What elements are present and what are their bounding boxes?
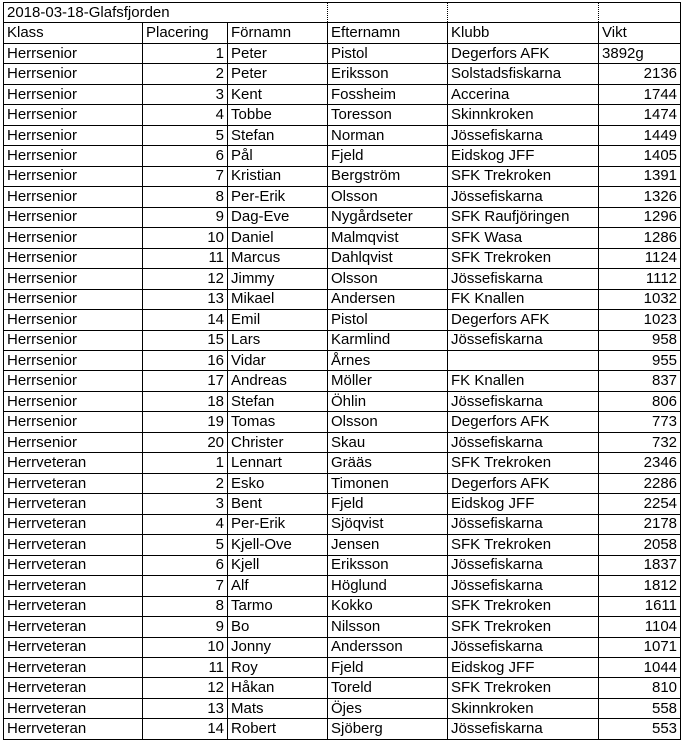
table-row [4,678,681,698]
placering-cell: 3 [143,84,228,104]
header-efternamn: Efternamn [328,23,448,43]
fornamn-cell: Kent [228,84,328,104]
header-placering: Placering [143,23,228,43]
efternamn-cell: Malmqvist [328,228,448,248]
fornamn-cell: Stefan [228,125,328,145]
vikt-cell: 3892g [599,43,681,63]
vikt-cell: 1286 [599,228,681,248]
placering-cell: 5 [143,125,228,145]
table-row [4,269,681,289]
vikt-cell: 1032 [599,289,681,309]
header-klubb: Klubb [448,23,599,43]
efternamn-cell: Fjeld [328,658,448,678]
klass-cell: Herrsenior [4,105,143,125]
vikt-cell: 1044 [599,658,681,678]
fornamn-cell: Emil [228,310,328,330]
efternamn-cell: Toresson [328,105,448,125]
placering-cell: 15 [143,330,228,350]
klass-cell: Herrsenior [4,412,143,432]
klass-cell: Herrveteran [4,494,143,514]
vikt-cell: 1391 [599,166,681,186]
klass-cell: Herrveteran [4,658,143,678]
efternamn-cell: Karmlind [328,330,448,350]
fornamn-cell: Bent [228,494,328,514]
table-row [4,412,681,432]
klass-cell: Herrveteran [4,576,143,596]
vikt-cell: 1837 [599,555,681,575]
klubb-cell: Jössefiskarna [448,576,599,596]
fornamn-cell: Pål [228,146,328,166]
klass-cell: Herrsenior [4,64,143,84]
klubb-cell: Degerfors AFK [448,473,599,493]
efternamn-cell: Öhlin [328,391,448,411]
fornamn-cell: Robert [228,719,328,739]
klass-cell: Herrsenior [4,166,143,186]
efternamn-cell: Sjöqvist [328,514,448,534]
table-row [4,371,681,391]
klass-cell: Herrveteran [4,617,143,637]
table-row [4,248,681,268]
placering-cell: 7 [143,166,228,186]
efternamn-cell: Norman [328,125,448,145]
placering-cell: 6 [143,146,228,166]
klubb-cell: SFK Trekroken [448,678,599,698]
klubb-cell: Degerfors AFK [448,43,599,63]
klubb-cell: FK Knallen [448,371,599,391]
efternamn-cell: Olsson [328,269,448,289]
klass-cell: Herrsenior [4,330,143,350]
table-row [4,310,681,330]
klubb-cell: Eidskog JFF [448,494,599,514]
vikt-cell: 958 [599,330,681,350]
klubb-cell: SFK Raufjöringen [448,207,599,227]
efternamn-cell: Olsson [328,187,448,207]
vikt-cell: 1449 [599,125,681,145]
table-row [4,43,681,63]
klubb-cell [448,350,599,370]
klubb-cell: Solstadsfiskarna [448,64,599,84]
klass-cell: Herrsenior [4,228,143,248]
title-spacer-cell [599,3,681,23]
placering-cell: 12 [143,269,228,289]
placering-cell: 11 [143,248,228,268]
klubb-cell: Skinnkroken [448,698,599,718]
fornamn-cell: Kjell [228,555,328,575]
klubb-cell: SFK Trekroken [448,535,599,555]
efternamn-cell: Toreld [328,678,448,698]
vikt-cell: 1405 [599,146,681,166]
klass-cell: Herrsenior [4,248,143,268]
fornamn-cell: Daniel [228,228,328,248]
table-row [4,289,681,309]
title-spacer-cell [328,3,448,23]
klass-cell: Herrsenior [4,310,143,330]
vikt-cell: 1296 [599,207,681,227]
efternamn-cell: Pistol [328,43,448,63]
fornamn-cell: Christer [228,432,328,452]
fornamn-cell: Esko [228,473,328,493]
vikt-cell: 1611 [599,596,681,616]
klass-cell: Herrsenior [4,350,143,370]
fornamn-cell: Kjell-Ove [228,535,328,555]
efternamn-cell: Dahlqvist [328,248,448,268]
table-row [4,166,681,186]
table-row [4,473,681,493]
placering-cell: 7 [143,576,228,596]
table-row [4,146,681,166]
efternamn-cell: Grääs [328,453,448,473]
fornamn-cell: Andreas [228,371,328,391]
fornamn-cell: Jimmy [228,269,328,289]
klass-cell: Herrsenior [4,207,143,227]
klubb-cell: Eidskog JFF [448,146,599,166]
klubb-cell: Accerina [448,84,599,104]
table-row [4,105,681,125]
vikt-cell: 810 [599,678,681,698]
title-row [4,3,681,23]
fornamn-cell: Per-Erik [228,514,328,534]
klass-cell: Herrsenior [4,371,143,391]
placering-cell: 10 [143,228,228,248]
efternamn-cell: Nilsson [328,617,448,637]
placering-cell: 10 [143,637,228,657]
klass-cell: Herrveteran [4,637,143,657]
klubb-cell: Eidskog JFF [448,658,599,678]
table-row [4,555,681,575]
header-row [4,23,681,43]
vikt-cell: 2178 [599,514,681,534]
efternamn-cell: Andersen [328,289,448,309]
fornamn-cell: Vidar [228,350,328,370]
vikt-cell: 1124 [599,248,681,268]
efternamn-cell: Timonen [328,473,448,493]
placering-cell: 4 [143,514,228,534]
vikt-cell: 1812 [599,576,681,596]
table-row [4,514,681,534]
table-row [4,658,681,678]
klass-cell: Herrveteran [4,719,143,739]
vikt-cell: 1326 [599,187,681,207]
efternamn-cell: Bergström [328,166,448,186]
klubb-cell: SFK Trekroken [448,453,599,473]
fornamn-cell: Tarmo [228,596,328,616]
placering-cell: 18 [143,391,228,411]
efternamn-cell: Nygårdseter [328,207,448,227]
placering-cell: 9 [143,617,228,637]
klubb-cell: SFK Wasa [448,228,599,248]
table-row [4,207,681,227]
klass-cell: Herrsenior [4,289,143,309]
placering-cell: 6 [143,555,228,575]
vikt-cell: 1474 [599,105,681,125]
table-row [4,719,681,739]
vikt-cell: 2286 [599,473,681,493]
klass-cell: Herrveteran [4,678,143,698]
vikt-cell: 1071 [599,637,681,657]
table-row [4,187,681,207]
placering-cell: 20 [143,432,228,452]
vikt-cell: 1104 [599,617,681,637]
header-fornamn: Förnamn [228,23,328,43]
vikt-cell: 553 [599,719,681,739]
fornamn-cell: Roy [228,658,328,678]
fornamn-cell: Tobbe [228,105,328,125]
placering-cell: 5 [143,535,228,555]
table-row [4,330,681,350]
vikt-cell: 2254 [599,494,681,514]
title-spacer-cell [228,3,328,23]
efternamn-cell: Sjöberg [328,719,448,739]
vikt-cell: 2058 [599,535,681,555]
klubb-cell: Degerfors AFK [448,412,599,432]
table-row [4,84,681,104]
klubb-cell: Jössefiskarna [448,637,599,657]
klass-cell: Herrveteran [4,535,143,555]
efternamn-cell: Kokko [328,596,448,616]
table-row [4,125,681,145]
table-row [4,350,681,370]
fornamn-cell: Peter [228,43,328,63]
efternamn-cell: Skau [328,432,448,452]
placering-cell: 4 [143,105,228,125]
table-row [4,535,681,555]
klubb-cell: Jössefiskarna [448,125,599,145]
results-table [3,2,681,740]
fornamn-cell: Dag-Eve [228,207,328,227]
efternamn-cell: Fjeld [328,146,448,166]
placering-cell: 1 [143,453,228,473]
fornamn-cell: Håkan [228,678,328,698]
klubb-cell: SFK Trekroken [448,166,599,186]
header-vikt: Vikt [599,23,681,43]
placering-cell: 17 [143,371,228,391]
fornamn-cell: Tomas [228,412,328,432]
placering-cell: 12 [143,678,228,698]
fornamn-cell: Kristian [228,166,328,186]
klubb-cell: SFK Trekroken [448,248,599,268]
efternamn-cell: Öjes [328,698,448,718]
klubb-cell: Degerfors AFK [448,310,599,330]
vikt-cell: 2346 [599,453,681,473]
placering-cell: 11 [143,658,228,678]
efternamn-cell: Höglund [328,576,448,596]
fornamn-cell: Lars [228,330,328,350]
klubb-cell: FK Knallen [448,289,599,309]
efternamn-cell: Pistol [328,310,448,330]
placering-cell: 2 [143,64,228,84]
placering-cell: 1 [143,43,228,63]
klass-cell: Herrsenior [4,391,143,411]
placering-cell: 3 [143,494,228,514]
klubb-cell: Jössefiskarna [448,555,599,575]
vikt-cell: 955 [599,350,681,370]
klubb-cell: Jössefiskarna [448,187,599,207]
placering-cell: 19 [143,412,228,432]
klubb-cell: Jössefiskarna [448,269,599,289]
klubb-cell: SFK Trekroken [448,617,599,637]
efternamn-cell: Möller [328,371,448,391]
klubb-cell: SFK Trekroken [448,596,599,616]
klass-cell: Herrsenior [4,84,143,104]
table-row [4,432,681,452]
klubb-cell: Jössefiskarna [448,432,599,452]
title-spacer-cell [448,3,599,23]
klubb-cell: Jössefiskarna [448,514,599,534]
vikt-cell: 732 [599,432,681,452]
table-row [4,637,681,657]
klass-cell: Herrveteran [4,514,143,534]
placering-cell: 13 [143,289,228,309]
fornamn-cell: Lennart [228,453,328,473]
vikt-cell: 1023 [599,310,681,330]
efternamn-cell: Eriksson [328,64,448,84]
vikt-cell: 558 [599,698,681,718]
placering-cell: 14 [143,719,228,739]
table-row [4,617,681,637]
klubb-cell: Skinnkroken [448,105,599,125]
vikt-cell: 806 [599,391,681,411]
placering-cell: 8 [143,187,228,207]
klass-cell: Herrveteran [4,596,143,616]
fornamn-cell: Per-Erik [228,187,328,207]
klass-cell: Herrveteran [4,453,143,473]
fornamn-cell: Peter [228,64,328,84]
table-row [4,64,681,84]
placering-cell: 2 [143,473,228,493]
fornamn-cell: Mikael [228,289,328,309]
klubb-cell: Jössefiskarna [448,719,599,739]
klass-cell: Herrveteran [4,698,143,718]
vikt-cell: 2136 [599,64,681,84]
fornamn-cell: Stefan [228,391,328,411]
fornamn-cell: Jonny [228,637,328,657]
table-row [4,391,681,411]
efternamn-cell: Fjeld [328,494,448,514]
klubb-cell: Jössefiskarna [448,391,599,411]
fornamn-cell: Marcus [228,248,328,268]
klass-cell: Herrveteran [4,555,143,575]
klass-cell: Herrsenior [4,125,143,145]
placering-cell: 13 [143,698,228,718]
efternamn-cell: Jensen [328,535,448,555]
table-row [4,228,681,248]
efternamn-cell: Eriksson [328,555,448,575]
vikt-cell: 837 [599,371,681,391]
klass-cell: Herrsenior [4,43,143,63]
vikt-cell: 1112 [599,269,681,289]
klass-cell: Herrsenior [4,269,143,289]
placering-cell: 8 [143,596,228,616]
klubb-cell: Jössefiskarna [448,330,599,350]
fornamn-cell: Bo [228,617,328,637]
klass-cell: Herrsenior [4,187,143,207]
placering-cell: 14 [143,310,228,330]
efternamn-cell: Fossheim [328,84,448,104]
table-row [4,453,681,473]
klass-cell: Herrsenior [4,146,143,166]
table-row [4,698,681,718]
efternamn-cell: Årnes [328,350,448,370]
efternamn-cell: Olsson [328,412,448,432]
klass-cell: Herrveteran [4,473,143,493]
placering-cell: 9 [143,207,228,227]
vikt-cell: 1744 [599,84,681,104]
table-row [4,596,681,616]
klass-cell: Herrsenior [4,432,143,452]
fornamn-cell: Alf [228,576,328,596]
header-klass: Klass [4,23,143,43]
sheet-title: 2018-03-18-Glafsfjorden [4,3,228,23]
efternamn-cell: Andersson [328,637,448,657]
table-row [4,494,681,514]
fornamn-cell: Mats [228,698,328,718]
placering-cell: 16 [143,350,228,370]
table-row [4,576,681,596]
vikt-cell: 773 [599,412,681,432]
